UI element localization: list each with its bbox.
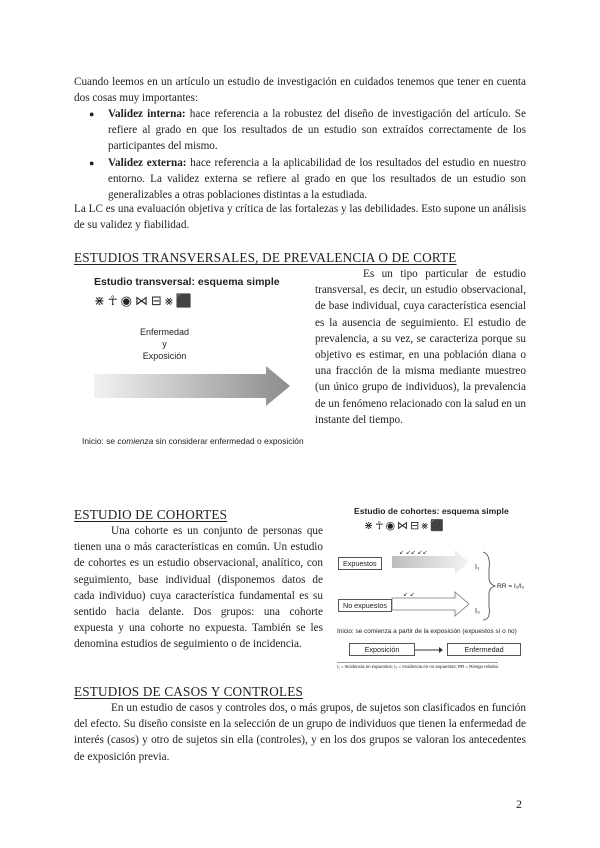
no-expuestos-box: No expuestos	[338, 599, 392, 612]
figure-title: Estudio de cohortes: esquema simple	[354, 506, 509, 516]
section-heading-casos: ESTUDIOS DE CASOS Y CONTROLES	[74, 684, 304, 699]
arrow-shape	[94, 366, 290, 406]
caption-post: sin considerar enfermedad o exposición	[153, 436, 304, 446]
exposicion-box: Exposición	[349, 643, 415, 656]
flow-arrow	[415, 645, 443, 655]
mosquito-marks: ↙ ↙↙ ↙↙	[399, 550, 428, 556]
expuestos-box: Expuestos	[338, 557, 382, 570]
label-exposicion: Exposición	[142, 351, 187, 361]
inicio-caption: Inicio: se comienza a partir de la exposición (expuestos sí o no)	[337, 628, 517, 635]
enfermedad-box: Enfermedad	[447, 643, 521, 656]
camera-icon: ⬛	[175, 293, 193, 308]
cigarette-icon: ⊟	[150, 293, 162, 308]
eye-icon: ◉	[385, 520, 396, 532]
rr-formula: RR = I₁/I₀	[497, 583, 525, 590]
section-heading-cohortes: ESTUDIO DE COHORTES	[74, 507, 228, 522]
list-item	[89, 155, 526, 204]
progress-arrow	[94, 366, 294, 406]
cigarette-icon: ⊟	[410, 520, 420, 532]
section-heading-transversal: ESTUDIOS TRANSVERSALES, DE PREVALENCIA O DE CORTE	[74, 250, 457, 265]
i1-label: I₁	[475, 564, 480, 571]
bullet-icon: ●	[89, 109, 95, 119]
camera-icon: ⬛	[430, 520, 444, 532]
mosquito-icon: ⋇	[364, 520, 374, 532]
list-item	[89, 106, 526, 155]
figure-legend: I₁ = Incidencia en expuestos; I₀ = Incidencia en no expuestos; RR = Riesgo relativo	[337, 664, 499, 669]
label-y: y	[162, 339, 167, 349]
person-icon: ☥	[107, 293, 118, 308]
figure-title: Estudio transversal: esquema simple	[94, 276, 280, 288]
caption-pre: Inicio: se	[82, 436, 118, 446]
bullet-list	[89, 106, 526, 203]
casos-paragraph: En un estudio de casos y controles dos, o más grupos, de sujetos son clasificados en función del efecto. Su diseño consiste en la selección de un grupo de individuos que tienen la enfermedad de interés (casos) y otro de sujetos sin ella (controles), y en los dos grupos se valoran los antecedentes de exposición previa.	[74, 702, 526, 763]
mosquito-marks: ↙ ↙	[403, 592, 415, 598]
bullet-text: hace referencia a la aplicabilidad de los resultados del estudio en nuestro entorno. La validez externa se refiere al grado en que los resultados de un estudio son generalizables a otras poblaciones distintas a la estudiada.	[108, 156, 526, 202]
crossed-bug-icon: ⨳	[164, 293, 173, 308]
bullet-label: Validez externa:	[108, 156, 187, 169]
crossed-bug-icon: ⨳	[421, 520, 429, 532]
bullet-icon: ●	[89, 157, 95, 168]
figure-transversal	[82, 276, 304, 458]
person-icon: ☥	[375, 520, 384, 532]
mosquito-icon: ⋇	[94, 293, 105, 308]
transversal-paragraph: Es un tipo particular de estudio transversal, es decir, un estudio observacional, de base individual, cuya característica esencial es la ausencia de seguimiento. El estudio de prevalencia, a su vez, se caracteriza porque su objetivo es estimar, en una población diana o una fracción de la misma mediante muestreo (un único grupo de individuos), la prevalencia de un fenómeno relacionado con la salud en un instante del tiempo.	[315, 268, 526, 426]
page-number: 2	[516, 797, 522, 811]
bullet-text: hace referencia a la robustez del diseño de investigación del artículo. Se refiere al grado en que los resultados de un estudio son extraídos correctamente de los participantes del mismo.	[108, 108, 526, 153]
figure-caption	[82, 436, 304, 446]
i0-label: I₀	[475, 608, 480, 615]
lc-paragraph: La LC es una evaluación objetiva y crítica de las fortalezas y las debilidades. Esto supone un análisis de su validez y fiabilidad.	[74, 203, 526, 232]
cohortes-paragraph: Una cohorte es un conjunto de personas que tienen una o más características en común. Un estudio de cohortes es un estudio observacional, analítico, con seguimiento, base individual (disponemos datos de cada individuo) cuya característica fundamental es su sentido hacia delante. Dos grupos: una cohorte expuesta y una cohorte no expuesta. También se les denomina estudios de seguimiento o de incidencia.	[74, 525, 323, 651]
figure-cohortes	[337, 506, 527, 674]
bullet-label: Validez interna:	[108, 108, 186, 120]
eye-icon: ◉	[120, 293, 132, 308]
icon-row	[94, 294, 294, 308]
caption-em: comienza	[117, 436, 154, 446]
crossed-fish-icon: ⋈	[397, 520, 409, 532]
label-enfermedad: Enfermedad	[140, 327, 190, 337]
crossed-fish-icon: ⋈	[134, 293, 148, 308]
icon-row	[364, 519, 527, 533]
bracket-shape	[483, 552, 495, 620]
figure-label	[140, 326, 189, 362]
intro-paragraph: Cuando leemos en un artículo un estudio de investigación en cuidados tenemos que tener en cuenta dos cosas muy importantes:	[74, 76, 526, 105]
